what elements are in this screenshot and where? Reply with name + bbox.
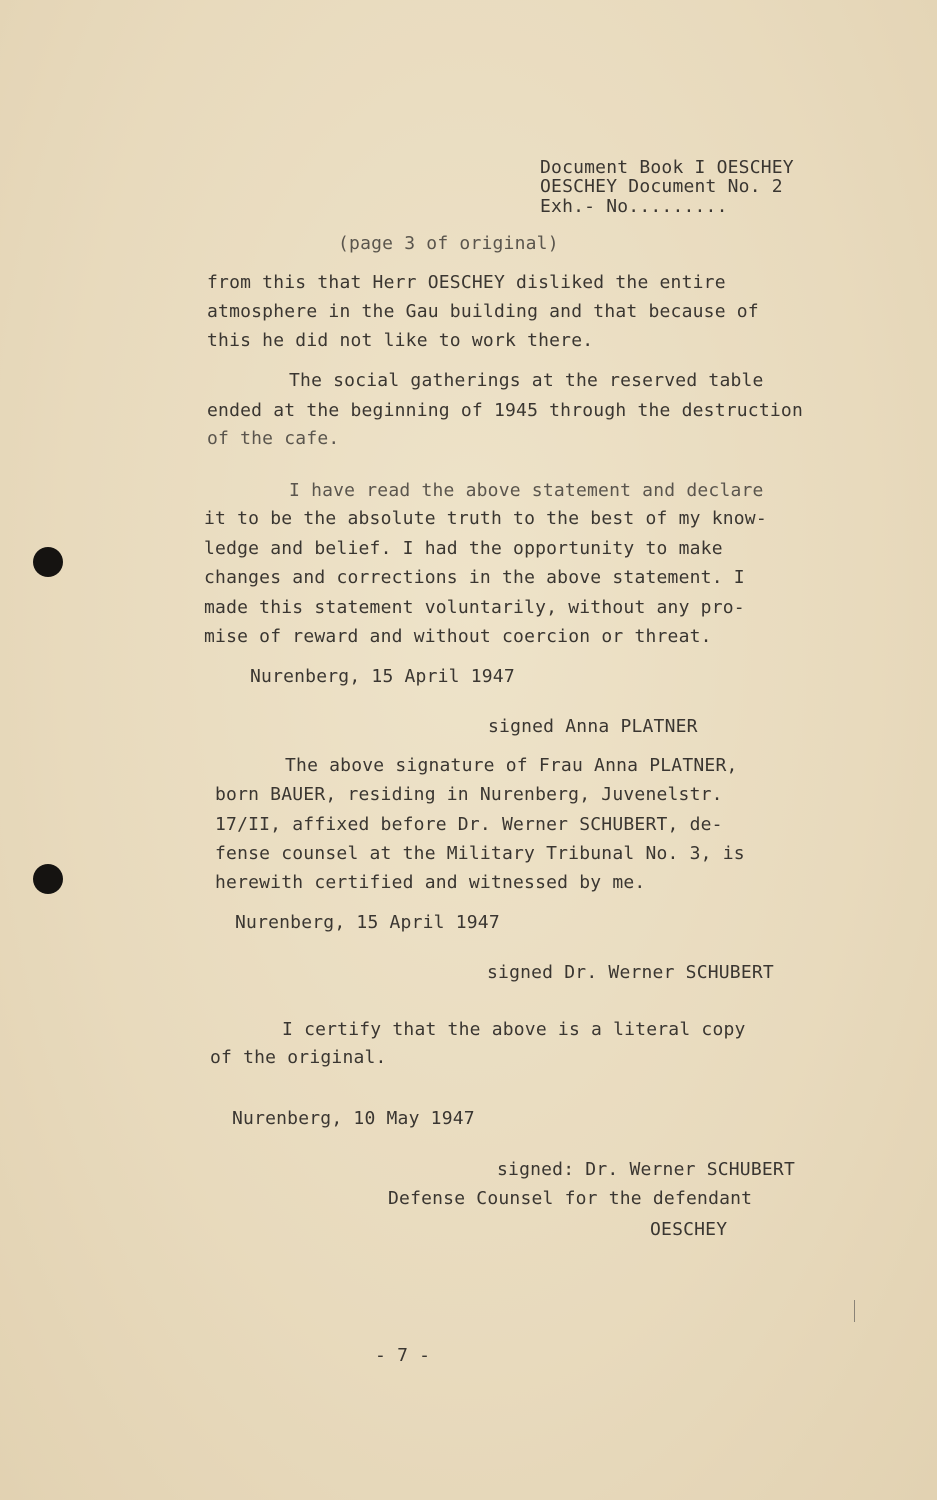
paragraph2-line: of the cafe. [207,428,340,449]
paragraph2-line: ended at the beginning of 1945 through the destruction [207,400,803,421]
paragraph4-line: fense counsel at the Military Tribunal No. 3, is [215,843,745,864]
margin-mark [854,1300,855,1322]
header-exhibit-number: Exh.- No......... [540,196,728,217]
signature-platner: signed Anna PLATNER [488,716,698,737]
paragraph4-line: herewith certified and witnessed by me. [215,872,646,893]
paragraph5-line: I certify that the above is a literal copy [282,1019,746,1040]
punch-hole-top [33,547,63,577]
paragraph5-line: of the original. [210,1047,387,1068]
signature-schubert-1: signed Dr. Werner SCHUBERT [487,962,774,983]
header-document-number: OESCHEY Document No. 2 [540,176,783,197]
date-line-1: Nurenberg, 15 April 1947 [250,666,515,687]
paragraph4-line: born BAUER, residing in Nurenberg, Juvenelstr. [215,784,723,805]
header-document-book: Document Book I OESCHEY [540,157,794,178]
page-reference: (page 3 of original) [338,233,559,254]
signature-title: Defense Counsel for the defendant [388,1188,753,1209]
date-line-2: Nurenberg, 15 April 1947 [235,912,500,933]
date-line-3: Nurenberg, 10 May 1947 [232,1108,475,1129]
paragraph1-line: atmosphere in the Gau building and that because of [207,301,759,322]
punch-hole-bottom [33,864,63,894]
signature-defendant: OESCHEY [650,1219,728,1240]
paragraph2-line: The social gatherings at the reserved table [289,370,764,391]
paragraph3-line: changes and corrections in the above statement. I [204,567,745,588]
paragraph4-line: 17/II, affixed before Dr. Werner SCHUBERT, de- [215,814,723,835]
paragraph3-line: ledge and belief. I had the opportunity to make [204,538,723,559]
paragraph3-line: mise of reward and without coercion or threat. [204,626,712,647]
signature-schubert-2: signed: Dr. Werner SCHUBERT [497,1159,795,1180]
page-number: - 7 - [375,1345,431,1366]
paragraph3-line: made this statement voluntarily, without any pro- [204,597,745,618]
paragraph3-line: I have read the above statement and declare [289,480,764,501]
paragraph4-line: The above signature of Frau Anna PLATNER, [285,755,738,776]
paragraph1-line: from this that Herr OESCHEY disliked the entire [207,272,726,293]
paragraph1-line: this he did not like to work there. [207,330,594,351]
paragraph3-line: it to be the absolute truth to the best of my know- [204,508,767,529]
